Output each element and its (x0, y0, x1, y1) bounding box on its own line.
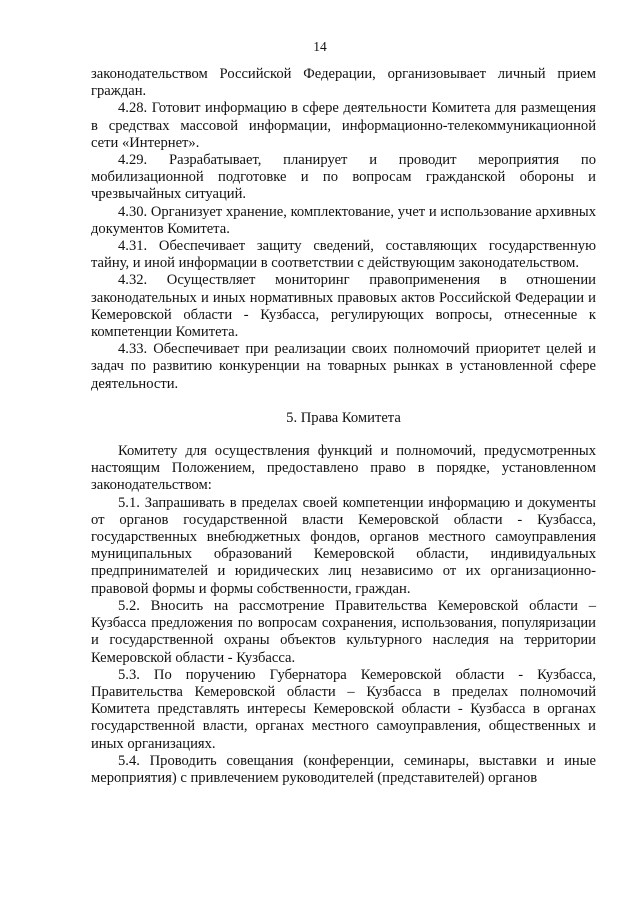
paragraph-4-29: 4.29. Разрабатывает, планирует и проводит мероприятия по мобилизационной подготовке и по вопросам гражданской обороны и чрезвычайных ситуаций. (91, 152, 596, 203)
page-number: 14 (313, 39, 327, 54)
section-title: 5. Права Комитета (286, 409, 401, 426)
paragraph-4-32: 4.32. Осуществляет мониторинг правоприменения в отношении законодательных и иных нормативных правовых актов Российской Федерации и Кемеровской области - Кузбасса, регулирующих вопросы, отнесенные к компетенции Комитета. (91, 272, 596, 341)
paragraph-5-4: 5.4. Проводить совещания (конференции, семинары, выставки и иные мероприятия) с привлечением руководителей (представителей) органов (91, 752, 596, 786)
paragraph-5-3: 5.3. По поручению Губернатора Кемеровской области - Кузбасса, Правительства Кемеровской области – Кузбасса в пределах полномочий Комитета представлять интересы Кемеровской области - Кузбасса в органах государственной власти, органах местного самоуправления, общественных и иных организациях. (91, 666, 596, 752)
paragraph-continuation: законодательством Российской Федерации, организовывает личный прием граждан. (91, 66, 596, 100)
paragraph-5-2: 5.2. Вносить на рассмотрение Правительства Кемеровской области – Кузбасса предложения по вопросам сохранения, использования, популяризации и государственной охраны объектов культурного наследия на территории Кемеровской области - Кузбасса. (91, 597, 596, 666)
paragraph-4-33: 4.33. Обеспечивает при реализации своих полномочий приоритет целей и задач по развитию конкуренции на товарных рынках в установленной сфере деятельности. (91, 341, 596, 392)
paragraph-section-intro: Комитету для осуществления функций и полномочий, предусмотренных настоящим Положением, предоставлено право в порядке, установленном законодательством: (91, 443, 596, 494)
paragraph-5-1: 5.1. Запрашивать в пределах своей компетенции информацию и документы от органов государственной власти Кемеровской области - Кузбасса, государственных внебюджетных фондов, органов местного самоуправления муниципальных образований Кемеровской области, индивидуальных предпринимателей и юридических лиц независимо от их организационно-правовой формы и формы собственности, граждан. (91, 494, 596, 597)
paragraph-4-30: 4.30. Организует хранение, комплектование, учет и использование архивных документов Комитета. (91, 203, 597, 237)
paragraph-4-31: 4.31. Обеспечивает защиту сведений, составляющих государственную тайну, и иной информации в соответствии с действующим законодательством. (91, 238, 596, 272)
paragraph-4-28: 4.28. Готовит информацию в сфере деятельности Комитета для размещения в средствах массовой информации, информационно-телекоммуникационной сети «Интернет». (91, 100, 596, 151)
document-body (91, 66, 596, 787)
